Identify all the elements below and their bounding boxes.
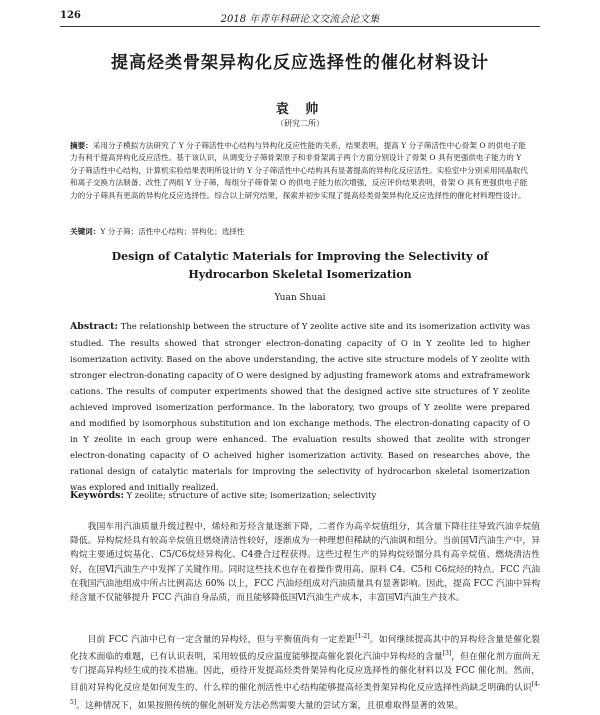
paper-title: 提高烃类骨架异构化反应选择性的催化材料设计 xyxy=(111,53,489,73)
body-paragraph-1: 我国车用汽油质量升级过程中，烯烃和芳烃含量逐渐下降，二者作为高辛烷值组分，其含量下降往往导致汽油辛烷值降低。异构烷烃具有较高辛烷值且燃烧清洁性较好，逐渐成为一种理想但稀缺的汽油调和组分。当前国Ⅵ汽油生产中，异构烷主要通过烷基化、C5/C6烷烃异构化、C4叠合过程获得。这些过程生产的异构烷烃馏分具有高辛烷值、燃烧清洁性好，在国Ⅵ汽油生产中发挥了关键作用。同时这些技术也存在着操作费用高、原料 C4、C5和 C6烷烃的特点。FCC 汽油在我国汽油池组成中所占比例高达 60% 以上，FCC 汽油烃组成对汽油质量具有显著影响。因此，提高 FCC 汽油中异构烃含量不仅能够提升 FCC 汽油自身品质，而且能够降低国Ⅵ汽油生产成本，丰富国Ⅵ汽油生产技术。 xyxy=(70,522,540,604)
english-author: Yuan Shuai xyxy=(274,293,326,303)
running-title: 2018 年青年科研论文交流会论文集 xyxy=(220,14,380,25)
body-text-segment: 目前 FCC 汽油中已有一定含量的异构烃，但与平衡值尚有一定差距 xyxy=(87,634,356,645)
page-number: 126 xyxy=(60,10,81,21)
english-keywords-text: Y zeolite; structure of active site; isomerization; selectivity xyxy=(126,490,377,500)
chinese-keywords-text: Y 分子筛；活性中心结构；异构化；选择性 xyxy=(100,227,245,236)
chinese-abstract-text: 采用分子模拟方法研究了 Y 分子筛活性中心结构与异构化反应性能的关系，结果表明，提高 Y 分子筛活性中心骨架 O 的供电子能力有利于提高异构化反应活性。基于该认识，从调变分子筛骨架原子和非骨架离子两个方面分别设计了骨架 O 具有更强供电子能力的 Y 分子筛活性中心结构，计算机实验结果表明所设计的 Y 分子筛活性中心结构具有显著提高的异构化反应活性。实验室中分别采用同晶取代和离子交换方法制备、改性了两组 Y 分子筛，每组分子筛骨架 O 的供电子能力依次增强，反应评价结果表明，骨架 O 具有更强供电子能力的分子筛具有更高的异构化反应选择性。综合以上研究结果，探索并初步实现了提高烃类骨架异构化反应选择性的催化材料理性设计。 xyxy=(70,141,528,200)
body-text-segment: ，但在催化剂方面尚无专门提高异构烃生成的技术措施。因此，亟待开发提高烃类骨架异构化反应选择性的催化材料以及 FCC 催化剂。然而，目前对异构化反应是如何发生的、什么样的催化剂活性中心结构能够提高烃类骨架异构化反应选择性尚缺乏明确的认识 xyxy=(70,652,540,694)
body-text-segment: 。如何继续提高其中的异构烃含量是催化裂化技术面临的难题，已有认识表明，采用较低的反应温度能够提高催化裂化汽油中异构烃的含量 xyxy=(70,634,540,663)
chinese-abstract-label: 摘要： xyxy=(70,141,93,150)
running-header xyxy=(60,8,540,27)
english-keywords-label: Keywords: xyxy=(70,490,124,501)
citation-ref: [4-5] xyxy=(70,681,540,706)
chinese-keywords-label: 关键词： xyxy=(70,227,101,236)
english-title: Design of Catalytic Materials for Improving the Selectivity of Hydrocarbon Skeletal Isomerization xyxy=(111,250,489,281)
author-name: 袁 帅 xyxy=(275,102,325,117)
body-paragraph-2 xyxy=(70,630,540,713)
affiliation: （研究二所） xyxy=(276,119,324,128)
body-text-segment: 。这种情况下，如果按照传统的催化剂研发方法必然需要大量的尝试方案，且很难取得显著的效果。 xyxy=(76,700,464,711)
chinese-keywords xyxy=(70,226,530,237)
citation-ref: [3] xyxy=(442,650,452,658)
citation-ref: [1-2] xyxy=(355,633,370,640)
english-abstract-text: The relationship between the structure of Y zeolite active site and its isomerization activity was studied. The results showed that stronger electron-donating capacity of O in Y zeolite led to higher isomerization activity. Based on the above understanding, the active site structure models of Y zeolite with stronger electron-donating capacity of O were designed by adjusting framework atoms and extraframework cations. The results of computer experiments showed that the designed active site structures of Y zeolite achieved improved isomerization performance. In the laboratory, two groups of Y zeolite were prepared and modified by isomorphous substitution and ion exchange methods. The electron-donating capacity of O in Y zeolite in each group were enhanced. The evaluation results showed that zeolite with stronger electron-donating capacity of O acheived higher isomerization activity. Based on researches above, the rational design of catalytic materials for improving the selectivity of hydrocarbon skeletal isomerization was explored and initially realized. xyxy=(70,321,530,492)
english-abstract xyxy=(70,318,530,495)
chinese-abstract xyxy=(70,140,530,202)
english-keywords xyxy=(70,490,530,501)
english-abstract-label: Abstract: xyxy=(70,321,118,332)
